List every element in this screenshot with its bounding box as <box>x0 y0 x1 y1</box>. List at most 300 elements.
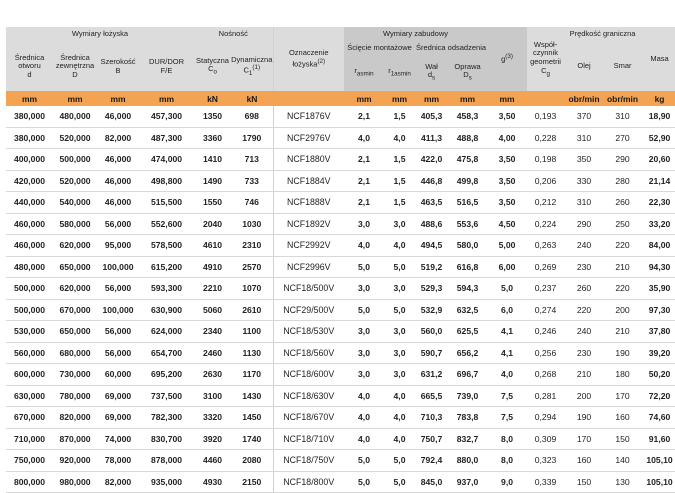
unit-cell <box>273 91 344 106</box>
table-row <box>6 364 675 386</box>
table-body <box>6 106 675 493</box>
r1as-cell: 5,0 <box>384 256 415 278</box>
geometry-factor-cell: 0,246 <box>527 321 564 343</box>
oil-speed-cell: 190 <box>564 407 604 429</box>
geometry-factor-cell: 0,281 <box>527 385 564 407</box>
dynamic-load-cell: 2570 <box>231 256 273 278</box>
static-load-cell: 2340 <box>194 321 231 343</box>
designation-cell: NCF18/800V <box>273 471 344 493</box>
outer-diameter-cell: 620,000 <box>53 278 97 300</box>
housing-diameter-cell: 632,5 <box>448 299 487 321</box>
ras-sym: r <box>354 66 357 76</box>
oil-speed-cell: 170 <box>564 428 604 450</box>
width-cell: 56,000 <box>97 213 139 235</box>
geometry-factor-cell: 0,323 <box>527 450 564 472</box>
width-cell: 78,000 <box>97 450 139 472</box>
designation-sup: (2) <box>317 57 326 65</box>
designation-cell: NCF18/750V <box>273 450 344 472</box>
r1as-cell: 5,0 <box>384 471 415 493</box>
bore-cell: 670,000 <box>6 407 53 429</box>
bore-cell: 750,000 <box>6 450 53 472</box>
housing-header <box>448 54 487 91</box>
housing-diameter-cell: 553,6 <box>448 213 487 235</box>
g-cell: 4,50 <box>487 213 527 235</box>
oil-speed-cell: 200 <box>564 385 604 407</box>
r1as-cell: 3,0 <box>384 342 415 364</box>
bore-cell: 380,000 <box>6 106 53 127</box>
table-row <box>6 428 675 450</box>
table-row <box>6 450 675 472</box>
shaft-diameter-cell: 845,0 <box>415 471 448 493</box>
geometry-factor-label: Współ-czynnik geometrii <box>530 39 561 66</box>
outer-sym: D <box>72 69 78 79</box>
table-row <box>6 385 675 407</box>
designation-cell: NCF29/500V <box>273 299 344 321</box>
shaft-diameter-cell: 792,4 <box>415 450 448 472</box>
shaft-diameter-cell: 710,3 <box>415 407 448 429</box>
geometry-factor-cell: 0,206 <box>527 170 564 192</box>
g-cell: 5,0 <box>487 278 527 300</box>
mass-cell: 37,80 <box>641 321 675 343</box>
static-load-cell: 1410 <box>194 149 231 171</box>
mass-cell: 22,30 <box>641 192 675 214</box>
width-cell: 46,000 <box>97 149 139 171</box>
oil-speed-cell: 240 <box>564 235 604 257</box>
shaft-diameter-cell: 631,2 <box>415 364 448 386</box>
ras-cell: 3,0 <box>344 278 384 300</box>
width-cell: 95,000 <box>97 235 139 257</box>
oil-speed-cell: 150 <box>564 471 604 493</box>
designation-cell: NCF18/500V <box>273 278 344 300</box>
g-cell: 8,0 <box>487 428 527 450</box>
unit-cell: obr/min <box>604 91 641 106</box>
unit-cell: mm <box>384 91 415 106</box>
grease-speed-cell: 220 <box>604 278 641 300</box>
width-cell: 74,000 <box>97 428 139 450</box>
geometry-factor-header <box>527 27 564 91</box>
width-label: Szerokość <box>100 56 136 66</box>
housing-label: Oprawa <box>454 61 481 71</box>
static-label: Statyczna <box>196 55 229 65</box>
static-load-cell: 4910 <box>194 256 231 278</box>
dur-cell: 878,000 <box>139 450 194 472</box>
outer-diameter-cell: 870,000 <box>53 428 97 450</box>
dynamic-load-cell: 2150 <box>231 471 273 493</box>
width-cell: 60,000 <box>97 364 139 386</box>
ras-cell: 4,0 <box>344 428 384 450</box>
geometry-factor-cell: 0,224 <box>527 213 564 235</box>
r1as-cell: 5,0 <box>384 299 415 321</box>
static-sym: C <box>208 64 214 74</box>
dur-cell: 782,300 <box>139 407 194 429</box>
oil-speed-cell: 310 <box>564 192 604 214</box>
ras-cell: 4,0 <box>344 385 384 407</box>
unit-cell: kg <box>641 91 675 106</box>
housing-diameter-cell: 616,8 <box>448 256 487 278</box>
shaft-sub: s <box>432 74 436 82</box>
mass-cell: 18,90 <box>641 106 675 127</box>
g-sup: (3) <box>505 53 513 61</box>
mass-header: Masa <box>641 27 675 91</box>
grease-speed-cell: 170 <box>604 385 641 407</box>
g-cell: 5,00 <box>487 235 527 257</box>
oil-speed-cell: 370 <box>564 106 604 127</box>
table-row <box>6 471 675 493</box>
grease-speed-cell: 150 <box>604 428 641 450</box>
ras-cell: 3,0 <box>344 213 384 235</box>
dynamic-sub: 1 <box>248 70 253 78</box>
table-row <box>6 299 675 321</box>
grease-speed-cell: 280 <box>604 170 641 192</box>
mass-cell: 52,90 <box>641 127 675 149</box>
housing-diameter-cell: 499,8 <box>448 170 487 192</box>
bore-cell: 440,000 <box>6 192 53 214</box>
geometry-factor-cell: 0,212 <box>527 192 564 214</box>
shaft-diameter-cell: 519,2 <box>415 256 448 278</box>
width-cell: 46,000 <box>97 192 139 214</box>
housing-diameter-cell: 458,3 <box>448 106 487 127</box>
grease-speed-cell: 200 <box>604 299 641 321</box>
r1as-sub: 1asmin <box>390 70 411 78</box>
designation-cell: NCF18/530V <box>273 321 344 343</box>
g-cell: 7,5 <box>487 385 527 407</box>
ras-cell: 2,1 <box>344 106 384 127</box>
oil-speed-cell: 260 <box>564 278 604 300</box>
geometry-factor-cell: 0,269 <box>527 256 564 278</box>
ras-cell: 4,0 <box>344 127 384 149</box>
shaft-diameter-cell: 463,5 <box>415 192 448 214</box>
bore-cell: 530,000 <box>6 321 53 343</box>
shaft-diameter-cell: 405,3 <box>415 106 448 127</box>
unit-cell: kN <box>231 91 273 106</box>
oil-speed-cell: 310 <box>564 127 604 149</box>
dynamic-load-cell: 733 <box>231 170 273 192</box>
dynamic-load-cell: 746 <box>231 192 273 214</box>
ras-cell: 3,0 <box>344 321 384 343</box>
g-cell: 4,1 <box>487 321 527 343</box>
outer-diameter-cell: 650,000 <box>53 321 97 343</box>
housing-diameter-cell: 656,2 <box>448 342 487 364</box>
g-cell: 6,0 <box>487 299 527 321</box>
r1as-cell: 1,5 <box>384 192 415 214</box>
designation-cell: NCF18/710V <box>273 428 344 450</box>
width-sym: B <box>115 65 121 75</box>
mass-cell: 97,30 <box>641 299 675 321</box>
dynamic-load-cell: 1740 <box>231 428 273 450</box>
r1as-cell: 1,5 <box>384 170 415 192</box>
table-row <box>6 213 675 235</box>
outer-diameter-cell: 980,000 <box>53 471 97 493</box>
g-label: g <box>501 54 506 64</box>
bearing-table <box>6 27 675 493</box>
dur-cell: 624,000 <box>139 321 194 343</box>
dur-cell: 552,600 <box>139 213 194 235</box>
dynamic-load-cell: 1070 <box>231 278 273 300</box>
dur-cell: 487,300 <box>139 127 194 149</box>
shaft-diameter-cell: 446,8 <box>415 170 448 192</box>
housing-diameter-cell: 937,0 <box>448 471 487 493</box>
mass-cell: 72,20 <box>641 385 675 407</box>
oil-speed-cell: 210 <box>564 364 604 386</box>
ras-cell: 2,1 <box>344 149 384 171</box>
grease-speed-cell: 210 <box>604 321 641 343</box>
r1as-cell: 5,0 <box>384 450 415 472</box>
unit-cell: mm <box>139 91 194 106</box>
oil-speed-cell: 160 <box>564 450 604 472</box>
mass-cell: 74,60 <box>641 407 675 429</box>
g-cell: 3,50 <box>487 192 527 214</box>
mounting-group-header: Wymiary zabudowy <box>344 27 487 42</box>
dur-sym: F/E <box>160 65 173 75</box>
r1as-cell: 4,0 <box>384 407 415 429</box>
g-cell: 4,1 <box>487 342 527 364</box>
dynamic-load-cell: 698 <box>231 106 273 127</box>
geometry-factor-cell: 0,198 <box>527 149 564 171</box>
oil-speed-cell: 220 <box>564 299 604 321</box>
ras-cell: 5,0 <box>344 299 384 321</box>
ras-cell: 5,0 <box>344 471 384 493</box>
static-load-cell: 3920 <box>194 428 231 450</box>
unit-cell <box>527 91 564 106</box>
dur-cell: 935,000 <box>139 471 194 493</box>
geometry-factor-cell: 0,339 <box>527 471 564 493</box>
table-row <box>6 170 675 192</box>
bore-cell: 630,000 <box>6 385 53 407</box>
g-cell: 7,5 <box>487 407 527 429</box>
width-cell: 69,000 <box>97 385 139 407</box>
outer-diameter-cell: 520,000 <box>53 127 97 149</box>
geometry-factor-cell: 0,228 <box>527 127 564 149</box>
unit-cell: mm <box>487 91 527 106</box>
r1as-sym: r <box>388 66 391 76</box>
outer-diameter-cell: 500,000 <box>53 149 97 171</box>
designation-cell: NCF1884V <box>273 170 344 192</box>
mass-cell: 39,20 <box>641 342 675 364</box>
outer-diameter-cell: 580,000 <box>53 213 97 235</box>
dimensions-group-header: Wymiary łożyska <box>6 27 194 42</box>
dur-cell: 498,800 <box>139 170 194 192</box>
housing-sym: D <box>463 70 469 80</box>
bore-cell: 400,000 <box>6 149 53 171</box>
bore-cell: 710,000 <box>6 428 53 450</box>
designation-cell: NCF2992V <box>273 235 344 257</box>
table-row <box>6 342 675 364</box>
unit-cell: mm <box>415 91 448 106</box>
grease-speed-cell: 190 <box>604 342 641 364</box>
r1as-cell: 3,0 <box>384 213 415 235</box>
width-cell: 100,000 <box>97 256 139 278</box>
bore-cell: 420,000 <box>6 170 53 192</box>
outer-diameter-cell: 540,000 <box>53 192 97 214</box>
r1as-cell: 3,0 <box>384 321 415 343</box>
dynamic-sup: (1) <box>252 64 261 72</box>
static-load-cell: 1550 <box>194 192 231 214</box>
r1as-cell: 3,0 <box>384 278 415 300</box>
static-load-cell: 2460 <box>194 342 231 364</box>
ras-cell: 3,0 <box>344 364 384 386</box>
unit-cell: mm <box>53 91 97 106</box>
housing-sub: s <box>468 74 472 82</box>
shaft-diameter-cell: 494,5 <box>415 235 448 257</box>
dur-cell: 457,300 <box>139 106 194 127</box>
ras-cell: 4,0 <box>344 235 384 257</box>
ras-cell: 2,1 <box>344 170 384 192</box>
bore-header <box>6 42 53 91</box>
g-cell: 3,50 <box>487 170 527 192</box>
shaft-diameter-cell: 422,0 <box>415 149 448 171</box>
designation-header <box>273 27 344 91</box>
outer-diameter-cell: 520,000 <box>53 170 97 192</box>
housing-diameter-cell: 739,0 <box>448 385 487 407</box>
mass-cell: 33,20 <box>641 213 675 235</box>
designation-cell: NCF18/630V <box>273 385 344 407</box>
table-row <box>6 407 675 429</box>
designation-cell: NCF18/560V <box>273 342 344 364</box>
bore-cell: 480,000 <box>6 256 53 278</box>
oil-speed-cell: 230 <box>564 256 604 278</box>
table-row <box>6 235 675 257</box>
shaft-diameter-cell: 411,3 <box>415 127 448 149</box>
g-cell: 9,0 <box>487 471 527 493</box>
shaft-label: Wał <box>425 61 438 71</box>
grease-speed-cell: 270 <box>604 127 641 149</box>
mass-cell: 94,30 <box>641 256 675 278</box>
dur-header <box>139 42 194 91</box>
ras-cell: 5,0 <box>344 256 384 278</box>
housing-diameter-cell: 475,8 <box>448 149 487 171</box>
housing-diameter-cell: 832,7 <box>448 428 487 450</box>
ras-cell: 3,0 <box>344 342 384 364</box>
housing-diameter-cell: 488,8 <box>448 127 487 149</box>
g-header <box>487 27 527 91</box>
shaft-diameter-cell: 532,9 <box>415 299 448 321</box>
grease-speed-cell: 160 <box>604 407 641 429</box>
dynamic-load-cell: 2310 <box>231 235 273 257</box>
static-sub: o <box>213 68 217 76</box>
unit-cell: kN <box>194 91 231 106</box>
static-load-cell: 1350 <box>194 106 231 127</box>
designation-cell: NCF18/600V <box>273 364 344 386</box>
dynamic-load-header <box>231 42 273 91</box>
outer-diameter-cell: 820,000 <box>53 407 97 429</box>
table-row <box>6 321 675 343</box>
designation-cell: NCF1888V <box>273 192 344 214</box>
shaft-diameter-cell: 488,6 <box>415 213 448 235</box>
mass-cell: 91,60 <box>641 428 675 450</box>
width-cell: 82,000 <box>97 471 139 493</box>
dur-cell: 474,000 <box>139 149 194 171</box>
mass-cell: 21,14 <box>641 170 675 192</box>
oil-speed-cell: 240 <box>564 321 604 343</box>
dynamic-load-cell: 1130 <box>231 342 273 364</box>
grease-speed-header: Smar <box>604 42 641 91</box>
bore-cell: 460,000 <box>6 235 53 257</box>
outer-header <box>53 42 97 91</box>
shaft-diameter-cell: 590,7 <box>415 342 448 364</box>
table-row <box>6 192 675 214</box>
designation-cell: NCF1892V <box>273 213 344 235</box>
dynamic-load-cell: 1170 <box>231 364 273 386</box>
unit-cell: mm <box>6 91 53 106</box>
bore-cell: 380,000 <box>6 127 53 149</box>
geometry-factor-cell: 0,309 <box>527 428 564 450</box>
r1as-cell: 1,5 <box>384 106 415 127</box>
dur-cell: 737,500 <box>139 385 194 407</box>
dur-cell: 654,700 <box>139 342 194 364</box>
ras-cell: 5,0 <box>344 450 384 472</box>
shaft-sym: d <box>427 70 433 80</box>
width-cell: 46,000 <box>97 106 139 127</box>
dynamic-load-cell: 1030 <box>231 213 273 235</box>
dur-cell: 630,900 <box>139 299 194 321</box>
designation-cell: NCF1880V <box>273 149 344 171</box>
outer-diameter-cell: 670,000 <box>53 299 97 321</box>
dynamic-load-cell: 1100 <box>231 321 273 343</box>
bore-cell: 560,000 <box>6 342 53 364</box>
width-cell: 69,000 <box>97 407 139 429</box>
housing-diameter-cell: 516,5 <box>448 192 487 214</box>
grease-speed-cell: 290 <box>604 149 641 171</box>
shaft-diameter-cell: 529,3 <box>415 278 448 300</box>
oil-speed-cell: 330 <box>564 170 604 192</box>
oil-speed-cell: 290 <box>564 213 604 235</box>
table-row <box>6 149 675 171</box>
geometry-factor-cell: 0,237 <box>527 278 564 300</box>
grease-speed-cell: 130 <box>604 471 641 493</box>
dynamic-load-cell: 1790 <box>231 127 273 149</box>
static-load-cell: 3100 <box>194 385 231 407</box>
housing-diameter-cell: 696,7 <box>448 364 487 386</box>
grease-speed-cell: 260 <box>604 192 641 214</box>
grease-speed-cell: 250 <box>604 213 641 235</box>
g-cell: 6,00 <box>487 256 527 278</box>
grease-speed-cell: 180 <box>604 364 641 386</box>
dynamic-load-cell: 1430 <box>231 385 273 407</box>
load-group-header: Nośność <box>194 27 273 42</box>
table-row <box>6 256 675 278</box>
table-row <box>6 127 675 149</box>
geometry-sym: C <box>541 65 547 75</box>
grease-speed-cell: 220 <box>604 235 641 257</box>
static-load-cell: 4930 <box>194 471 231 493</box>
static-load-cell: 4610 <box>194 235 231 257</box>
g-cell: 3,50 <box>487 106 527 127</box>
width-cell: 56,000 <box>97 321 139 343</box>
housing-diameter-cell: 580,0 <box>448 235 487 257</box>
mass-cell: 105,10 <box>641 450 675 472</box>
ras-header <box>344 54 384 91</box>
r1as-cell: 1,5 <box>384 149 415 171</box>
bore-cell: 500,000 <box>6 299 53 321</box>
geometry-factor-cell: 0,294 <box>527 407 564 429</box>
dur-cell: 578,500 <box>139 235 194 257</box>
outer-diameter-cell: 650,000 <box>53 256 97 278</box>
designation-cell: NCF2976V <box>273 127 344 149</box>
outer-diameter-cell: 680,000 <box>53 342 97 364</box>
bore-cell: 500,000 <box>6 278 53 300</box>
mass-cell: 20,60 <box>641 149 675 171</box>
width-cell: 46,000 <box>97 170 139 192</box>
unit-cell: mm <box>97 91 139 106</box>
g-cell: 4,0 <box>487 364 527 386</box>
outer-diameter-cell: 920,000 <box>53 450 97 472</box>
dur-cell: 830,700 <box>139 428 194 450</box>
oil-speed-cell: 230 <box>564 342 604 364</box>
shaft-diameter-cell: 665,5 <box>415 385 448 407</box>
mass-cell: 84,00 <box>641 235 675 257</box>
designation-cell: NCF1876V <box>273 106 344 127</box>
designation-cell: NCF2996V <box>273 256 344 278</box>
